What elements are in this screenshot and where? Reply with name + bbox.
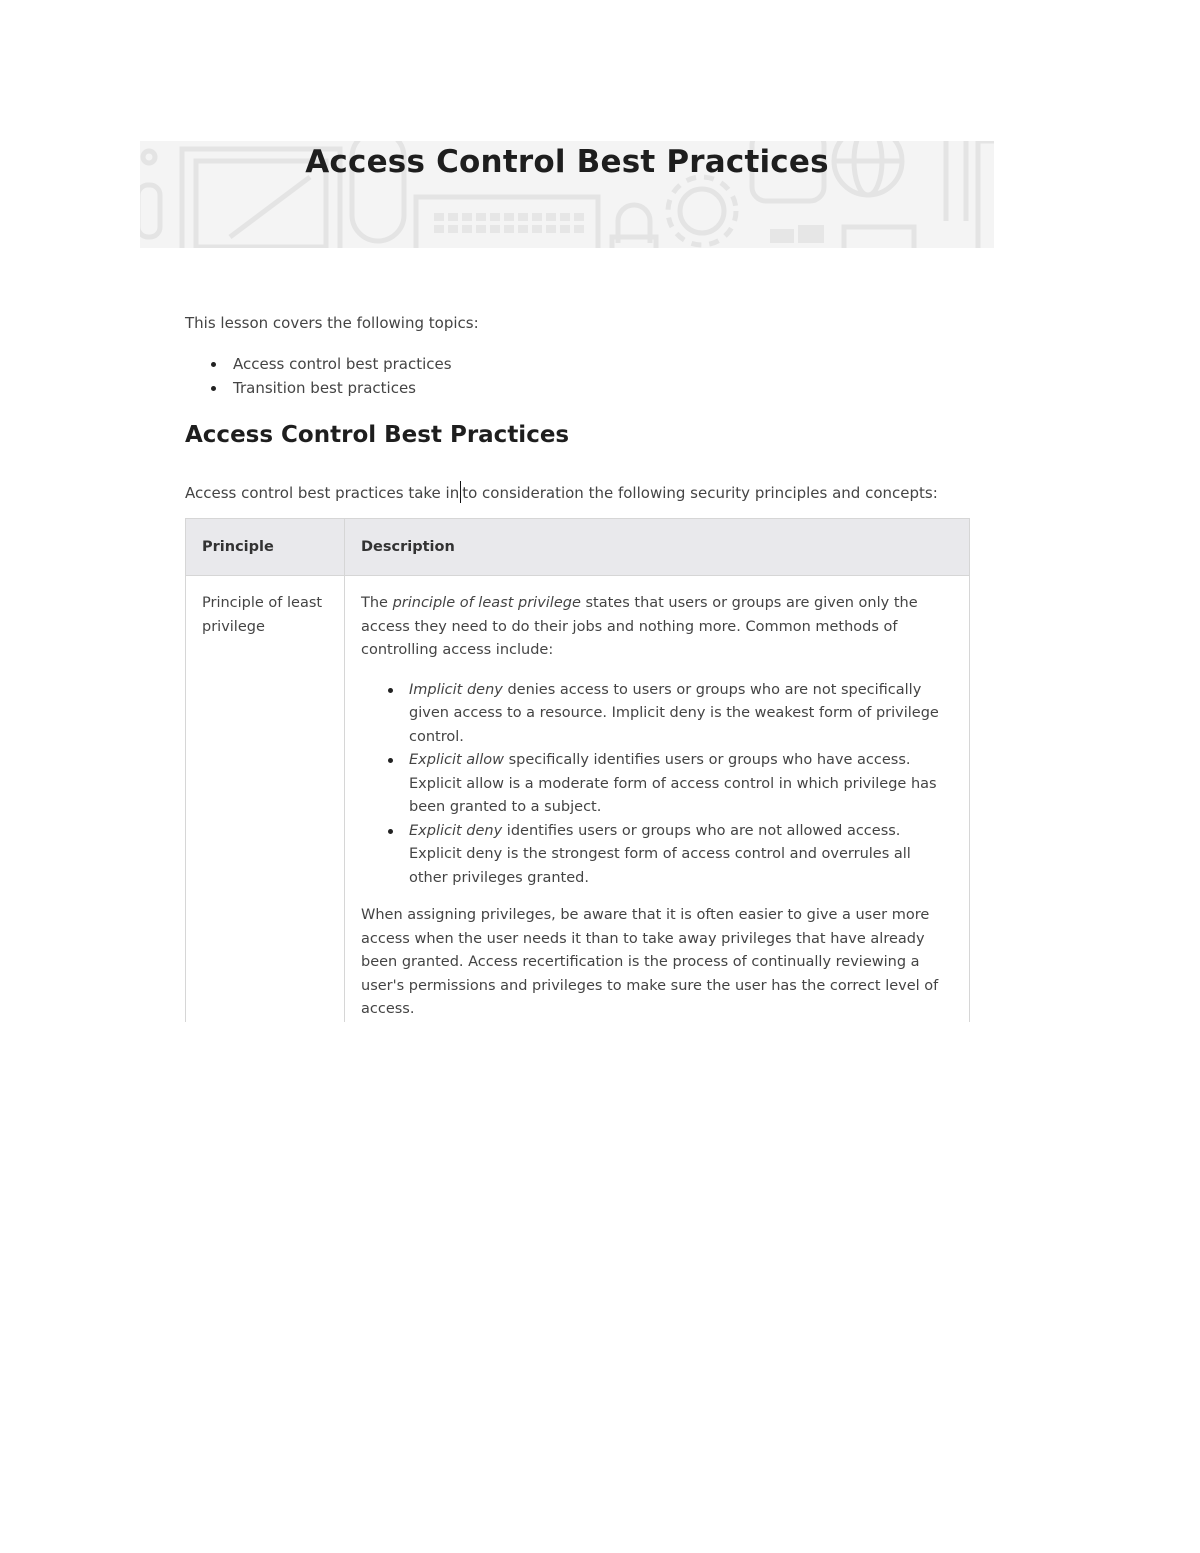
list-item [361,820,953,891]
topics-list [185,353,452,400]
table-header-row [186,519,970,576]
bullet-icon [388,688,393,693]
bullet-icon [211,362,216,367]
description-cell [345,576,970,1022]
table-row [186,576,970,1022]
list-item [185,377,452,401]
topic-label: Transition best practices [233,378,416,397]
page-title: Access Control Best Practices [305,144,829,180]
term-emphasis: Explicit allow [409,752,504,768]
section-intro-part: Access control best practices take in [185,484,460,502]
section-heading: Access Control Best Practices [185,422,570,448]
lead-text: states that users or groups are given only the access they need to do their jobs and nothing more. Common methods of controlling access include: [361,595,918,658]
method-text: specifically identifies users or groups who have access. Explicit allow is a moderate form of access control in which privilege has been granted to a subject. [409,752,937,815]
term-emphasis: principle of least privilege [392,595,581,611]
bullet-icon [211,386,216,391]
list-item [361,679,953,750]
method-text: denies access to users or groups who are not specifically given access to a resource. Implicit deny is the weakest form of privilege control. [409,681,939,745]
principles-table [185,518,970,1022]
term-emphasis: Implicit deny [409,681,503,698]
description-column-header: Description [345,519,970,576]
topic-label: Access control best practices [233,355,452,373]
list-item [185,353,452,377]
access-methods-list [361,679,953,891]
description-closing: When assigning privileges, be aware that it is often easier to give a user more access when the user needs it than to take away privileges that have already been granted. Access recertification is the process of continually reviewing a user's permissions and privileges to make sure the user has the correct level of access. [361,907,939,1017]
lesson-banner [140,141,994,248]
bullet-icon [388,829,393,834]
principle-cell: Principle of least privilege [186,576,345,1022]
list-item [361,749,953,820]
principle-column-header: Principle [186,519,345,576]
lead-text: The [361,595,393,611]
section-intro-part: to consideration the following security principles and concepts: [462,484,938,502]
description-lead [361,592,953,663]
lesson-intro-text: This lesson covers the following topics: [185,314,479,332]
method-text: identifies users or groups who are not allowed access. Explicit deny is the strongest form of access control and overrules all other privileges granted. [409,822,911,886]
term-emphasis: Explicit deny [409,822,503,839]
section-intro-text [185,481,938,503]
bullet-icon [388,758,393,763]
